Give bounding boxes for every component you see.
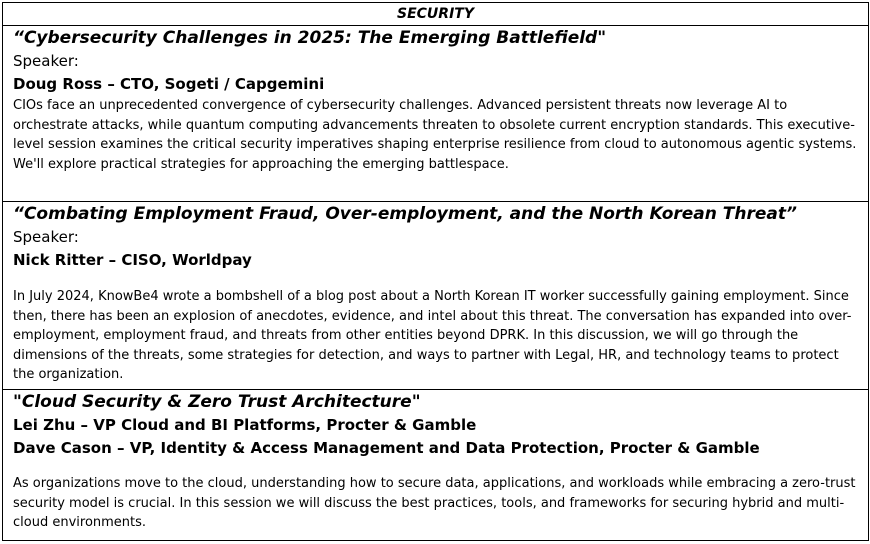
- speaker-label-1: Speaker:: [13, 52, 79, 70]
- header-cell: [3, 3, 869, 26]
- security-sessions-table: [2, 2, 869, 541]
- session-title-3: "Cloud Security & Zero Trust Architecture": [13, 392, 421, 412]
- spacer: [13, 460, 868, 474]
- session-row-1: [3, 26, 869, 202]
- speaker-label-2: Speaker:: [13, 228, 79, 246]
- session-row-3: [3, 390, 869, 541]
- speaker-name-3b: Dave Cason – VP, Identity & Access Management and Data Protection, Procter & Gamble: [13, 439, 760, 457]
- session-cell-3: [3, 390, 869, 541]
- section-heading: SECURITY: [397, 6, 474, 22]
- speaker-name-1: Doug Ross – CTO, Sogeti / Capgemini: [13, 75, 325, 93]
- session-description-1: CIOs face an unprecedented convergence of cybersecurity challenges. Advanced persistent threats now leverage AI to orchestrate attacks, while quantum computing advancements threaten to obsolete current encryption standards. This executive-level session examines the critical security imperatives shaping enterprise resilience from cloud to autonomous agentic systems. We'll explore practical strategies for approaching the emerging battlespace.: [13, 98, 857, 172]
- session-description-2: In July 2024, KnowBe4 wrote a bombshell of a blog post about a North Korean IT worker successfully gaining employment. Since then, there has been an explosion of anecdotes, evidence, and intel about this threat. The conversation has expanded into over-employment, employment fraud, and threats from other entities beyond DPRK. In this discussion, we will go through the dimensions of the threats, some strategies for detection, and ways to partner with Legal, HR, and technology teams to protect the organization.: [13, 289, 852, 382]
- spacer: [13, 272, 868, 287]
- session-title-2: “Combating Employment Fraud, Over-employment, and the North Korean Threat”: [13, 204, 797, 224]
- session-cell-1: [3, 26, 869, 202]
- speaker-name-2: Nick Ritter – CISO, Worldpay: [13, 251, 252, 269]
- speaker-name-3a: Lei Zhu – VP Cloud and BI Platforms, Procter & Gamble: [13, 416, 477, 434]
- session-cell-2: [3, 202, 869, 390]
- header-row: [3, 3, 869, 26]
- session-title-1: “Cybersecurity Challenges in 2025: The Emerging Battlefield": [13, 28, 607, 48]
- session-description-3: As organizations move to the cloud, understanding how to secure data, applications, and workloads while embracing a zero-trust security model is crucial. In this session we will discuss the best practices, tools, and frameworks for securing hybrid and multi-cloud environments.: [13, 476, 856, 530]
- session-row-2: [3, 202, 869, 390]
